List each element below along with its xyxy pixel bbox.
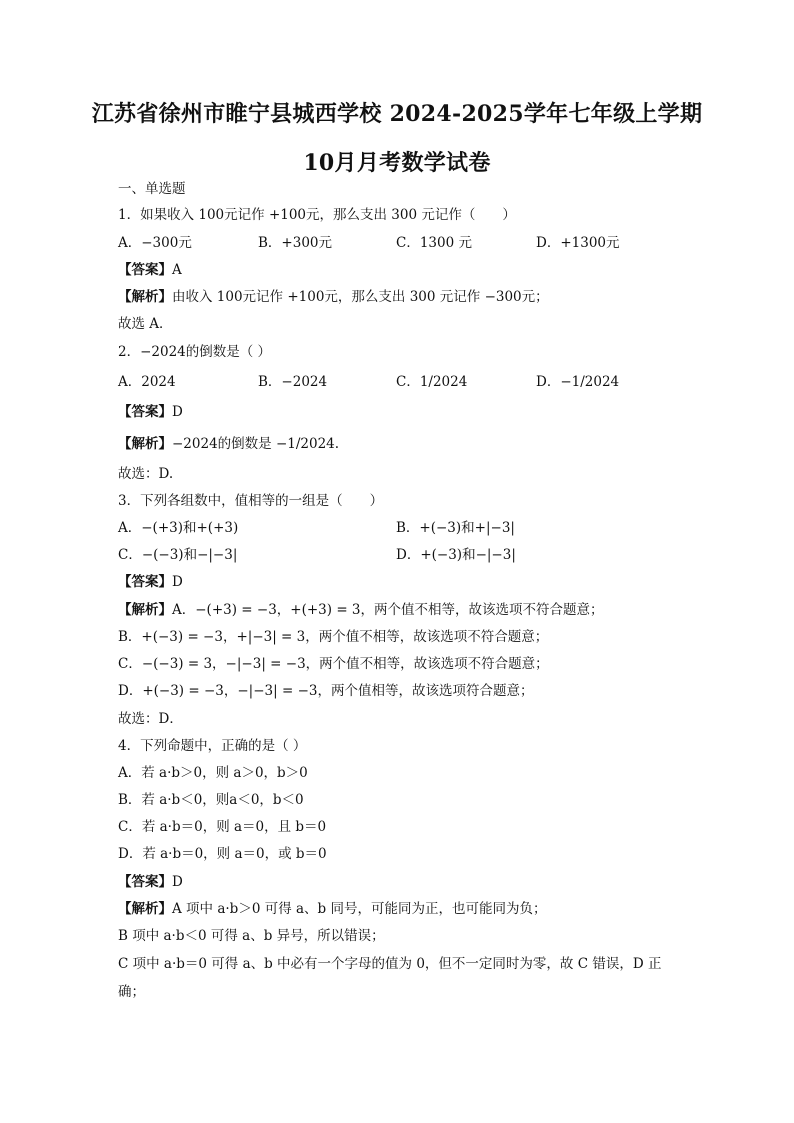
- q3-option-d: D．+(−3)和−|−3|: [396, 547, 516, 563]
- q4-answer: [118, 873, 698, 891]
- q1-option-c: C．1300 元: [396, 235, 472, 251]
- analysis-tag: 【解析】: [118, 901, 172, 917]
- q1-stem: 1．如果收入 100元记作 +100元，那么支出 300 元记作（ ）: [118, 207, 516, 223]
- q4-answer-value: D: [172, 874, 183, 890]
- q4-option-c: C．若 a·b＝0，则 a＝0，且 b＝0: [118, 819, 327, 835]
- analysis-tag: 【解析】: [118, 289, 172, 305]
- analysis-tag: 【解析】: [118, 602, 172, 618]
- q1-answer: [118, 261, 698, 279]
- q1-analysis: [118, 288, 698, 306]
- q2-option-a: A．2024: [118, 374, 176, 390]
- q4-analysis-line: A 项中 a·b＞0 可得 a、b 同号，可能同为正，也可能同为负；: [172, 901, 547, 917]
- analysis-tag: 【解析】: [118, 436, 172, 452]
- q3-option-c: C．−(−3)和−|−3|: [118, 547, 238, 563]
- q1-conclusion: 故选 A．: [118, 316, 173, 332]
- section-heading: 一、单选题: [118, 181, 186, 197]
- q2-analysis-text: −2024的倒数是 −1/2024.: [172, 436, 340, 452]
- q4-analysis: [118, 900, 698, 918]
- q4-analysis-line: B 项中 a·b＜0 可得 a、b 异号，所以错误；: [118, 928, 385, 944]
- q3-analysis-line: C．−(−3) = 3，−|−3| = −3，两个值不相等，故该选项不符合题意；: [118, 656, 549, 672]
- q1-option-d: D．+1300元: [536, 235, 620, 251]
- answer-tag: 【答案】: [118, 262, 172, 278]
- q1-answer-value: A: [172, 262, 182, 278]
- q2-conclusion: 故选：D.: [118, 466, 174, 482]
- q3-analysis-line: A．−(+3) = −3，+(+3) = 3，两个值不相等，故该选项不符合题意；: [172, 602, 604, 618]
- q4-stem: 4．下列命题中，正确的是（ ）: [118, 738, 307, 754]
- q2-answer-value: D: [172, 404, 183, 420]
- q3-analysis-line: B．+(−3) = −3，+|−3| = 3，两个值不相等，故该选项不符合题意；: [118, 629, 549, 645]
- q2-option-b: B．−2024: [258, 374, 328, 390]
- q3-option-b: B．+(−3)和+|−3|: [396, 520, 515, 536]
- q4-option-a: A．若 a·b＞0，则 a＞0，b＞0: [118, 765, 308, 781]
- q2-stem: 2．−2024的倒数是（ ）: [118, 344, 272, 360]
- q2-answer: [118, 403, 698, 421]
- answer-tag: 【答案】: [118, 874, 172, 890]
- answer-tag: 【答案】: [118, 574, 172, 590]
- q1-analysis-text: 由收入 100元记作 +100元，那么支出 300 元记作 −300元；: [172, 289, 549, 305]
- q4-analysis-line: C 项中 a·b＝0 可得 a、b 中必有一个字母的值为 0，但不一定同时为零，故 C 错误，D 正: [118, 956, 662, 972]
- q3-conclusion: 故选：D．: [118, 711, 183, 727]
- q4-option-d: D．若 a·b＝0，则 a＝0，或 b＝0: [118, 846, 327, 862]
- q1-option-b: B．+300元: [258, 235, 332, 251]
- q3-analysis: [118, 601, 698, 619]
- q1-option-a: A．−300元: [118, 235, 192, 251]
- q2-analysis: [118, 435, 698, 453]
- q3-answer: [118, 573, 698, 591]
- answer-tag: 【答案】: [118, 404, 172, 420]
- q2-option-c: C．1/2024: [396, 374, 468, 390]
- q3-answer-value: D: [172, 574, 183, 590]
- exam-title-line1: 江苏省徐州市睢宁县城西学校 2024-2025学年七年级上学期: [91, 101, 703, 127]
- q3-option-a: A．−(+3)和+(+3): [118, 520, 239, 536]
- q2-option-d: D．−1/2024: [536, 374, 620, 390]
- q4-option-b: B．若 a·b＜0，则a＜0，b＜0: [118, 792, 304, 808]
- q3-stem: 3．下列各组数中，值相等的一组是（ ）: [118, 493, 384, 509]
- exam-title-line2: 10月月考数学试卷: [303, 150, 491, 176]
- q4-analysis-line: 确；: [118, 984, 145, 1000]
- q3-analysis-line: D．+(−3) = −3，−|−3| = −3，两个值相等，故该选项符合题意；: [118, 683, 534, 699]
